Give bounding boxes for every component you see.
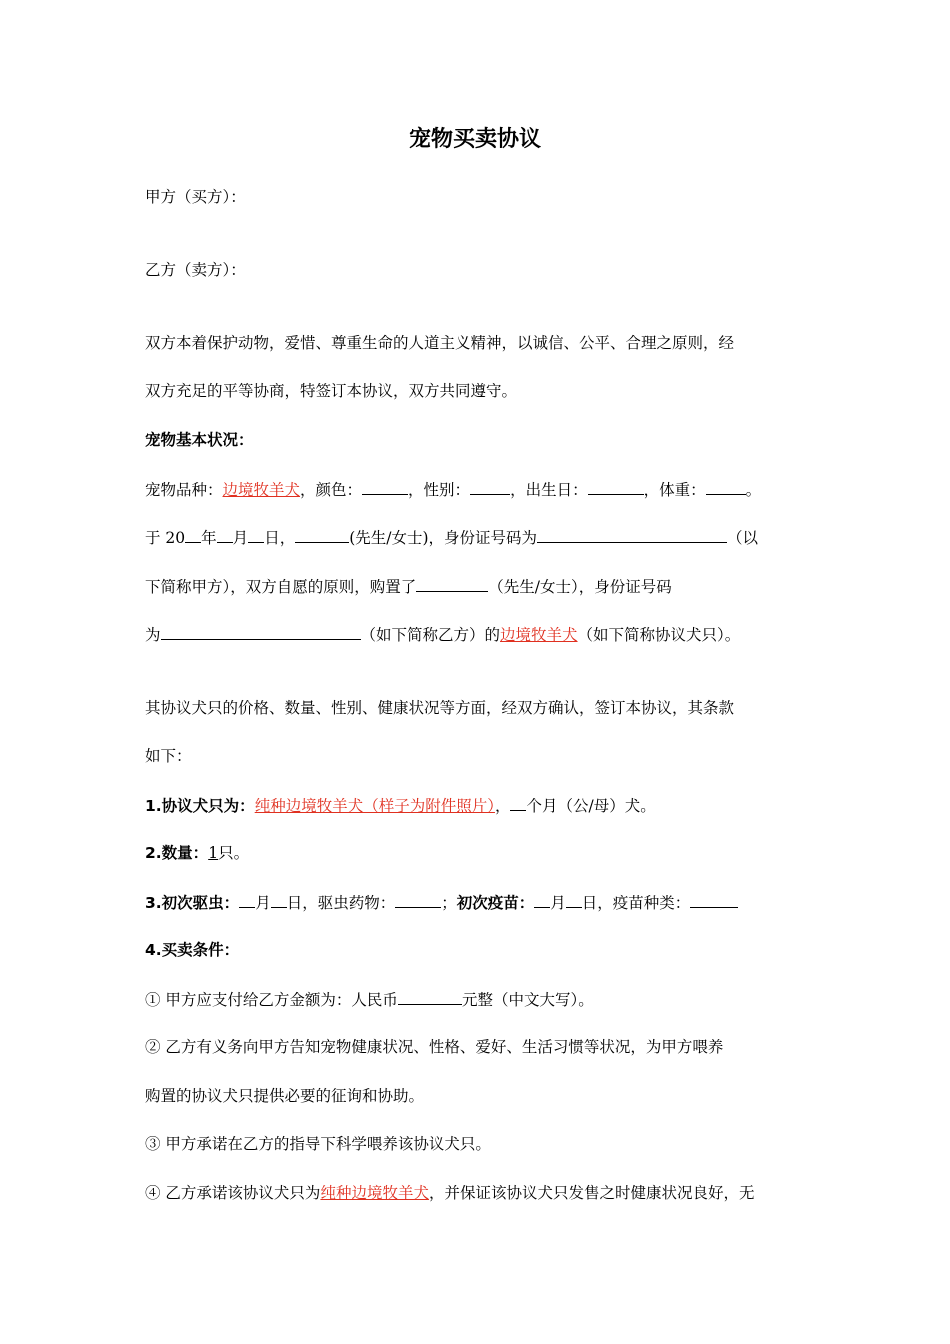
para3-text-c: （如下简称协议犬只）。 [577,626,741,644]
day-label: 日， [264,529,296,547]
month-blank [217,526,233,543]
id-label: (先生/女士)，身份证号码为 [349,529,538,547]
para3-breed: 边境牧羊犬 [500,626,578,644]
para1-end: （以 [727,529,759,547]
month-label: 月 [232,529,249,547]
deworm-drug-blank [395,891,441,908]
party-b-line: 乙方（卖方）： [145,261,246,279]
item1-label: 1.协议犬只为： [145,797,255,815]
para3-line [145,623,740,646]
deworm-month-label: 月 [255,894,271,912]
weight-blank [706,478,746,495]
item3-line [145,891,738,914]
condition-4-text-a: ④ 乙方承诺该协议犬只为 [145,1184,321,1202]
item1-rest: 个月（公/母）犬。 [526,797,656,815]
seller-blank [416,575,488,592]
breed-value: 边境牧羊犬 [222,481,301,499]
vaccine-type-label: 日，疫苗种类： [581,894,691,912]
day-blank [248,526,264,543]
item1-line [145,794,656,817]
deworm-month-blank [239,891,255,908]
color-label: ，颜色： [300,481,363,499]
condition-2-line-2: 购置的协议犬只提供必要的征询和协助。 [145,1087,425,1105]
id-blank-a [537,526,727,543]
basic-heading: 宠物基本状况： [145,431,254,449]
birth-label: ，出生日： [510,481,588,499]
intro-line-1: 双方本着保护动物，爱惜、尊重生命的人道主义精神，以诚信、公平、合理之原则，经 [145,334,735,352]
item2-label: 2.数量： [145,844,209,862]
deworm-day-blank [271,891,287,908]
para2-text-b: （先生/女士），身份证号码 [488,578,672,596]
sex-blank [470,478,510,495]
para2-line [145,575,672,598]
birth-blank [588,478,644,495]
year-prefix: 于 20 [145,529,186,547]
para3-text-b: （如下简称乙方）的 [360,626,501,644]
pet-info-line [145,478,761,501]
year-label: 年 [201,529,217,547]
vaccine-type-blank [690,891,738,908]
condition-2-line-1: ② 乙方有义务向甲方告知宠物健康状况、性格、爱好、生活习惯等状况，为甲方喂养 [145,1038,724,1056]
para3-text-a: 为 [145,626,161,644]
condition-4 [145,1182,754,1204]
item3-sep: ； [441,894,457,912]
item4-label: 4.买卖条件： [145,941,240,959]
para4-line-2: 如下： [145,747,192,765]
vaccine-month-blank [534,891,550,908]
condition-3: ③ 甲方承诺在乙方的指导下科学喂养该协议犬只。 [145,1135,491,1153]
condition-1-end: 元整（中文大写）。 [461,991,594,1009]
item2-line [145,842,249,864]
para2-text-a: 下简称甲方），双方自愿的原则，购置了 [145,578,417,596]
amount-blank [398,988,462,1005]
item1-value: 纯种边境牧羊犬（样子为附件照片） [254,797,495,815]
document-title: 宠物买卖协议 [408,127,541,152]
item2-unit: 只。 [218,844,250,862]
age-blank [510,794,526,811]
para4-line-1: 其协议犬只的价格、数量、性别、健康状况等方面，经双方确认，签订本协议，其条款 [145,699,735,717]
color-blank [362,478,408,495]
pet-info-end: 。 [745,481,762,499]
intro-line-2: 双方充足的平等协商，特签订本协议，双方共同遵守。 [145,382,518,400]
deworm-drug-label: 日，驱虫药物： [286,894,396,912]
item3-label: 3.初次驱虫： [145,894,240,912]
para1-line [145,526,758,549]
condition-1-text: ① 甲方应支付给乙方金额为：人民币 [145,991,398,1009]
vaccine-label: 初次疫苗： [456,894,535,912]
id-blank-b [161,623,361,640]
condition-4-text-b: ，并保证该协议犬只发售之时健康状况良好，无 [428,1184,755,1202]
name-blank [295,526,349,543]
weight-label: ，体重： [643,481,706,499]
year-blank [185,526,201,543]
item2-value: 1 [208,844,219,862]
breed-label: 宠物品种： [145,481,223,499]
condition-4-breed: 纯种边境牧羊犬 [320,1184,429,1202]
sex-label: ，性别： [408,481,471,499]
condition-1 [145,988,594,1011]
party-a-line: 甲方（买方）： [145,188,246,206]
item1-sep: ， [494,797,511,815]
vaccine-day-blank [566,891,582,908]
vaccine-month-label: 月 [550,894,566,912]
